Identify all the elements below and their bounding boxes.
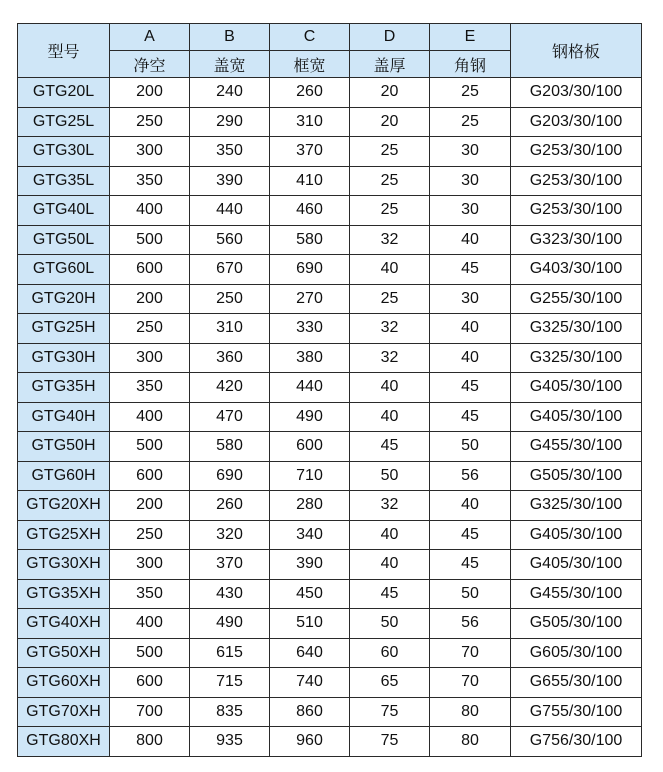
table-row — [18, 225, 642, 255]
cover-width-cell: 690 — [190, 461, 270, 491]
model-cell: GTG20L — [18, 78, 110, 108]
steel-plate-cell: G203/30/100 — [511, 78, 642, 108]
header-name-cover-thickness: 盖厚 — [350, 51, 430, 78]
angle-steel-cell: 40 — [430, 314, 511, 344]
angle-steel-cell: 25 — [430, 78, 511, 108]
cover-thickness-cell: 32 — [350, 343, 430, 373]
clearance-cell: 350 — [110, 166, 190, 196]
angle-steel-cell: 50 — [430, 432, 511, 462]
steel-plate-cell: G755/30/100 — [511, 697, 642, 727]
steel-plate-cell: G323/30/100 — [511, 225, 642, 255]
cover-thickness-cell: 32 — [350, 314, 430, 344]
cover-thickness-cell: 40 — [350, 550, 430, 580]
frame-width-cell: 640 — [270, 638, 350, 668]
clearance-cell: 500 — [110, 225, 190, 255]
cover-width-cell: 715 — [190, 668, 270, 698]
header-letter-e: E — [430, 24, 511, 51]
angle-steel-cell: 45 — [430, 520, 511, 550]
cover-thickness-cell: 75 — [350, 727, 430, 757]
model-cell: GTG40L — [18, 196, 110, 226]
spec-table-container — [17, 23, 642, 757]
cover-width-cell: 430 — [190, 579, 270, 609]
cover-width-cell: 470 — [190, 402, 270, 432]
table-row — [18, 727, 642, 757]
table-row — [18, 491, 642, 521]
clearance-cell: 200 — [110, 78, 190, 108]
frame-width-cell: 410 — [270, 166, 350, 196]
clearance-cell: 300 — [110, 343, 190, 373]
frame-width-cell: 270 — [270, 284, 350, 314]
cover-thickness-cell: 32 — [350, 225, 430, 255]
cover-width-cell: 360 — [190, 343, 270, 373]
clearance-cell: 200 — [110, 284, 190, 314]
frame-width-cell: 380 — [270, 343, 350, 373]
clearance-cell: 500 — [110, 432, 190, 462]
model-cell: GTG30XH — [18, 550, 110, 580]
cover-width-cell: 320 — [190, 520, 270, 550]
angle-steel-cell: 45 — [430, 255, 511, 285]
model-cell: GTG25L — [18, 107, 110, 137]
table-row — [18, 520, 642, 550]
angle-steel-cell: 40 — [430, 225, 511, 255]
steel-plate-cell: G325/30/100 — [511, 343, 642, 373]
header-letter-c: C — [270, 24, 350, 51]
header-letter-d: D — [350, 24, 430, 51]
steel-plate-cell: G253/30/100 — [511, 137, 642, 167]
cover-width-cell: 935 — [190, 727, 270, 757]
cover-thickness-cell: 45 — [350, 432, 430, 462]
header-letter-b: B — [190, 24, 270, 51]
header-model: 型号 — [18, 24, 110, 78]
cover-thickness-cell: 40 — [350, 255, 430, 285]
angle-steel-cell: 70 — [430, 638, 511, 668]
clearance-cell: 300 — [110, 550, 190, 580]
cover-width-cell: 420 — [190, 373, 270, 403]
table-row — [18, 668, 642, 698]
clearance-cell: 600 — [110, 668, 190, 698]
steel-plate-cell: G405/30/100 — [511, 402, 642, 432]
model-cell: GTG50H — [18, 432, 110, 462]
header-letter-a: A — [110, 24, 190, 51]
model-cell: GTG60L — [18, 255, 110, 285]
frame-width-cell: 860 — [270, 697, 350, 727]
cover-width-cell: 835 — [190, 697, 270, 727]
frame-width-cell: 740 — [270, 668, 350, 698]
angle-steel-cell: 45 — [430, 373, 511, 403]
spec-table — [17, 23, 642, 757]
clearance-cell: 350 — [110, 373, 190, 403]
frame-width-cell: 600 — [270, 432, 350, 462]
model-cell: GTG25H — [18, 314, 110, 344]
frame-width-cell: 460 — [270, 196, 350, 226]
table-row — [18, 255, 642, 285]
table-header — [18, 24, 642, 78]
clearance-cell: 400 — [110, 609, 190, 639]
steel-plate-cell: G455/30/100 — [511, 432, 642, 462]
cover-thickness-cell: 65 — [350, 668, 430, 698]
header-row-letters — [18, 24, 642, 51]
model-cell: GTG20H — [18, 284, 110, 314]
cover-width-cell: 615 — [190, 638, 270, 668]
steel-plate-cell: G255/30/100 — [511, 284, 642, 314]
cover-thickness-cell: 45 — [350, 579, 430, 609]
cover-width-cell: 310 — [190, 314, 270, 344]
table-row — [18, 432, 642, 462]
steel-plate-cell: G655/30/100 — [511, 668, 642, 698]
frame-width-cell: 490 — [270, 402, 350, 432]
table-row — [18, 314, 642, 344]
angle-steel-cell: 30 — [430, 166, 511, 196]
table-row — [18, 284, 642, 314]
cover-width-cell: 350 — [190, 137, 270, 167]
cover-thickness-cell: 50 — [350, 609, 430, 639]
steel-plate-cell: G203/30/100 — [511, 107, 642, 137]
header-name-cover-width: 盖宽 — [190, 51, 270, 78]
frame-width-cell: 370 — [270, 137, 350, 167]
table-row — [18, 697, 642, 727]
steel-plate-cell: G405/30/100 — [511, 520, 642, 550]
model-cell: GTG30L — [18, 137, 110, 167]
cover-thickness-cell: 25 — [350, 284, 430, 314]
steel-plate-cell: G756/30/100 — [511, 727, 642, 757]
frame-width-cell: 960 — [270, 727, 350, 757]
model-cell: GTG20XH — [18, 491, 110, 521]
angle-steel-cell: 45 — [430, 550, 511, 580]
cover-width-cell: 490 — [190, 609, 270, 639]
model-cell: GTG60XH — [18, 668, 110, 698]
steel-plate-cell: G253/30/100 — [511, 196, 642, 226]
angle-steel-cell: 25 — [430, 107, 511, 137]
model-cell: GTG50L — [18, 225, 110, 255]
cover-width-cell: 240 — [190, 78, 270, 108]
model-cell: GTG80XH — [18, 727, 110, 757]
angle-steel-cell: 30 — [430, 284, 511, 314]
table-row — [18, 166, 642, 196]
frame-width-cell: 710 — [270, 461, 350, 491]
frame-width-cell: 450 — [270, 579, 350, 609]
clearance-cell: 800 — [110, 727, 190, 757]
table-row — [18, 461, 642, 491]
cover-thickness-cell: 20 — [350, 107, 430, 137]
table-row — [18, 550, 642, 580]
clearance-cell: 250 — [110, 520, 190, 550]
header-name-angle-steel: 角钢 — [430, 51, 511, 78]
cover-thickness-cell: 25 — [350, 137, 430, 167]
steel-plate-cell: G403/30/100 — [511, 255, 642, 285]
cover-thickness-cell: 25 — [350, 196, 430, 226]
model-cell: GTG60H — [18, 461, 110, 491]
table-row — [18, 579, 642, 609]
header-name-frame-width: 框宽 — [270, 51, 350, 78]
clearance-cell: 400 — [110, 196, 190, 226]
clearance-cell: 600 — [110, 461, 190, 491]
model-cell: GTG40H — [18, 402, 110, 432]
cover-width-cell: 560 — [190, 225, 270, 255]
table-row — [18, 343, 642, 373]
steel-plate-cell: G405/30/100 — [511, 373, 642, 403]
cover-width-cell: 370 — [190, 550, 270, 580]
cover-thickness-cell: 50 — [350, 461, 430, 491]
table-row — [18, 609, 642, 639]
cover-width-cell: 260 — [190, 491, 270, 521]
header-name-clearance: 净空 — [110, 51, 190, 78]
angle-steel-cell: 50 — [430, 579, 511, 609]
model-cell: GTG25XH — [18, 520, 110, 550]
frame-width-cell: 440 — [270, 373, 350, 403]
table-body — [18, 78, 642, 757]
model-cell: GTG35H — [18, 373, 110, 403]
model-cell: GTG40XH — [18, 609, 110, 639]
clearance-cell: 200 — [110, 491, 190, 521]
clearance-cell: 600 — [110, 255, 190, 285]
frame-width-cell: 340 — [270, 520, 350, 550]
frame-width-cell: 580 — [270, 225, 350, 255]
clearance-cell: 250 — [110, 314, 190, 344]
cover-thickness-cell: 40 — [350, 373, 430, 403]
cover-thickness-cell: 32 — [350, 491, 430, 521]
model-cell: GTG70XH — [18, 697, 110, 727]
angle-steel-cell: 80 — [430, 727, 511, 757]
cover-thickness-cell: 60 — [350, 638, 430, 668]
frame-width-cell: 510 — [270, 609, 350, 639]
clearance-cell: 250 — [110, 107, 190, 137]
model-cell: GTG50XH — [18, 638, 110, 668]
cover-thickness-cell: 25 — [350, 166, 430, 196]
steel-plate-cell: G505/30/100 — [511, 461, 642, 491]
header-steel-plate: 钢格板 — [511, 24, 642, 78]
table-row — [18, 107, 642, 137]
cover-width-cell: 670 — [190, 255, 270, 285]
clearance-cell: 350 — [110, 579, 190, 609]
frame-width-cell: 690 — [270, 255, 350, 285]
cover-width-cell: 250 — [190, 284, 270, 314]
angle-steel-cell: 45 — [430, 402, 511, 432]
cover-width-cell: 580 — [190, 432, 270, 462]
cover-width-cell: 290 — [190, 107, 270, 137]
cover-thickness-cell: 20 — [350, 78, 430, 108]
model-cell: GTG35L — [18, 166, 110, 196]
steel-plate-cell: G605/30/100 — [511, 638, 642, 668]
steel-plate-cell: G405/30/100 — [511, 550, 642, 580]
table-row — [18, 373, 642, 403]
clearance-cell: 300 — [110, 137, 190, 167]
frame-width-cell: 280 — [270, 491, 350, 521]
table-row — [18, 638, 642, 668]
model-cell: GTG30H — [18, 343, 110, 373]
model-cell: GTG35XH — [18, 579, 110, 609]
clearance-cell: 700 — [110, 697, 190, 727]
angle-steel-cell: 30 — [430, 137, 511, 167]
steel-plate-cell: G253/30/100 — [511, 166, 642, 196]
table-row — [18, 402, 642, 432]
clearance-cell: 500 — [110, 638, 190, 668]
angle-steel-cell: 56 — [430, 609, 511, 639]
cover-thickness-cell: 40 — [350, 402, 430, 432]
angle-steel-cell: 56 — [430, 461, 511, 491]
cover-width-cell: 390 — [190, 166, 270, 196]
frame-width-cell: 390 — [270, 550, 350, 580]
table-row — [18, 78, 642, 108]
frame-width-cell: 310 — [270, 107, 350, 137]
steel-plate-cell: G325/30/100 — [511, 314, 642, 344]
frame-width-cell: 260 — [270, 78, 350, 108]
cover-thickness-cell: 75 — [350, 697, 430, 727]
angle-steel-cell: 80 — [430, 697, 511, 727]
angle-steel-cell: 40 — [430, 343, 511, 373]
table-row — [18, 137, 642, 167]
table-row — [18, 196, 642, 226]
clearance-cell: 400 — [110, 402, 190, 432]
cover-thickness-cell: 40 — [350, 520, 430, 550]
angle-steel-cell: 40 — [430, 491, 511, 521]
frame-width-cell: 330 — [270, 314, 350, 344]
steel-plate-cell: G455/30/100 — [511, 579, 642, 609]
angle-steel-cell: 30 — [430, 196, 511, 226]
steel-plate-cell: G505/30/100 — [511, 609, 642, 639]
steel-plate-cell: G325/30/100 — [511, 491, 642, 521]
angle-steel-cell: 70 — [430, 668, 511, 698]
cover-width-cell: 440 — [190, 196, 270, 226]
